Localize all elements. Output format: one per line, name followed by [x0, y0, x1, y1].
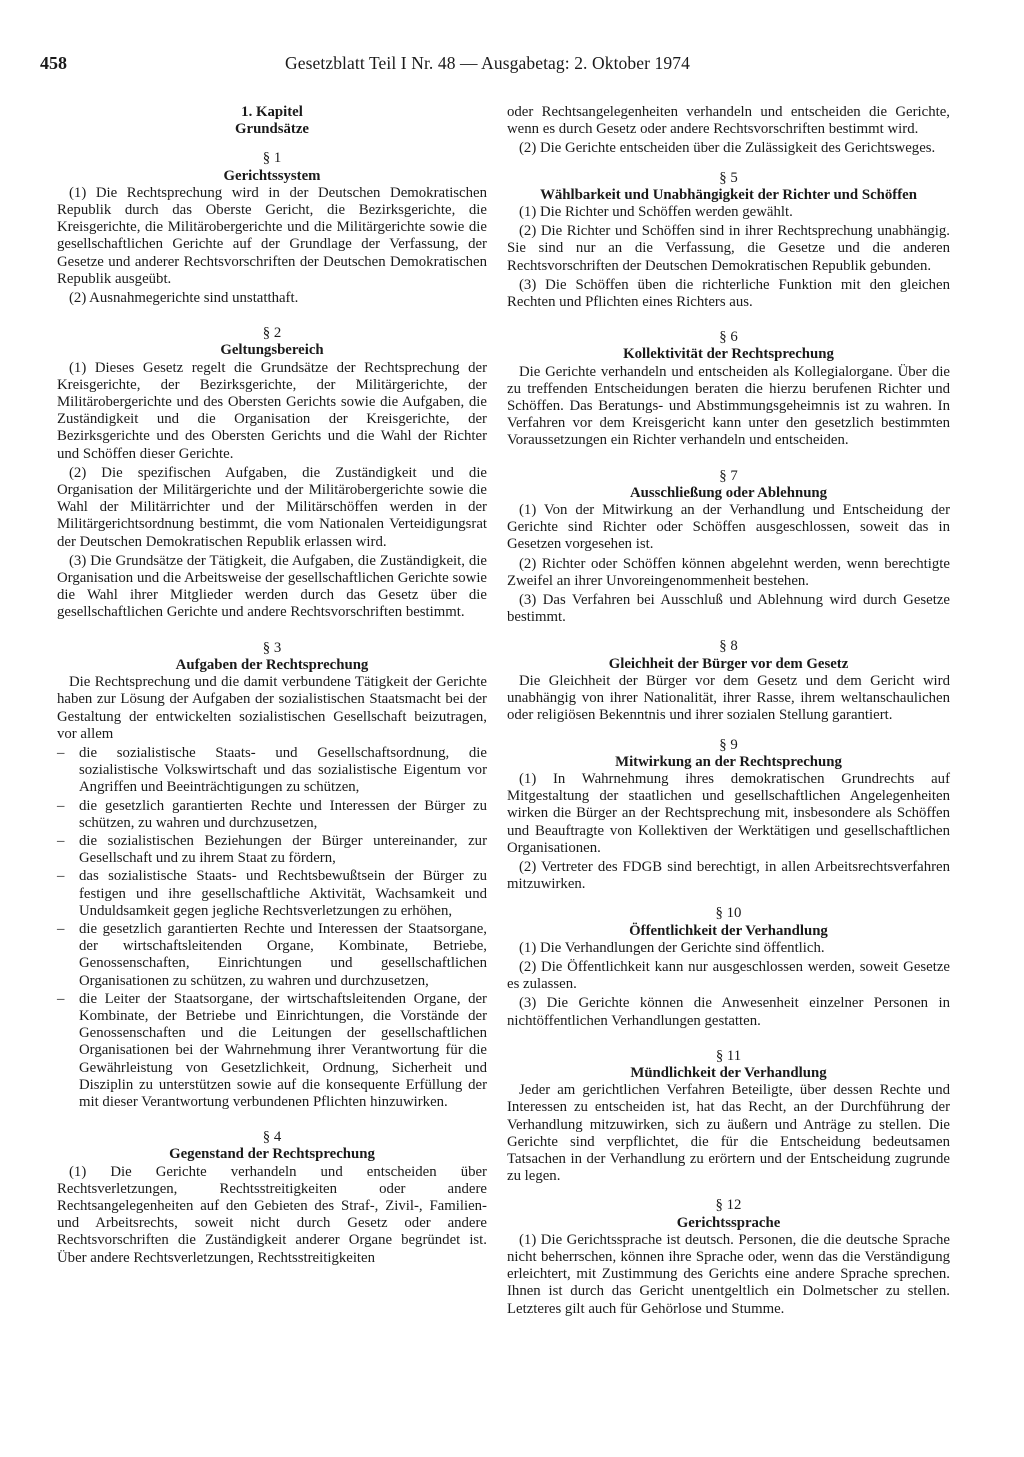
section-10-paragraph-3: (3) Die Gerichte können die Anwesenheit einzelner Personen in nichtöffentlichen Verhandlungen gestatten.: [507, 995, 950, 1029]
section-4-paragraph-1-continued: oder Rechtsangelegenheiten verhandeln und entscheiden die Gerichte, wenn es durch Gesetz oder andere Rechtsvorschriften bestimmt wird.: [507, 104, 950, 138]
section-11-number: § 11: [715, 1047, 742, 1064]
section-4-paragraph-1: (1) Die Gerichte verhandeln und entscheiden über Rechtsverletzungen, Rechtsstreitigkeiten oder andere Rechtsangelegenheiten auf den Gebieten des Straf-, Zivil-, Familien- und Arbeitsrechts, soweit nicht durch Gesetz oder andere Rechtsvorschriften die Zuständigkeit anderer Organe begründet ist. Über andere Rechtsverletzungen, Rechtsstreitigkeiten: [57, 1163, 487, 1266]
section-5-paragraph-1: (1) Die Richter und Schöffen werden gewählt.: [519, 204, 793, 221]
section-2-paragraph-1: (1) Dieses Gesetz regelt die Grundsätze der Rechtsprechung der Kreisgerichte, der Bezirksgerichte, der Militärgerichte, der Militärobergerichte und des Obersten Gerichts sowie die Aufgaben, die Zuständigkeit und die Organisation der Kreisgerichte, der Bezirksgerichte und des Obersten Gerichts und die Wahl der Richter und Schöffen dieser Gerichte.: [57, 359, 487, 462]
list-item: – die gesetzlich garantierten Rechte und Interessen der Staatsorgane, der wirtschaftsleitenden Organe, Kombinate, Betriebe, Genossenschaften, Einrichtungen und gesellschaftlichen Organisationen zu schützen, zu wahren und durchzusetzen,: [57, 921, 487, 990]
section-8-title: Gleichheit der Bürger vor dem Gesetz: [608, 655, 849, 672]
section-5-number: § 5: [719, 169, 738, 186]
section-5-paragraph-3: (3) Die Schöffen üben die richterliche Funktion mit den gleichen Rechten und Pflichten eines Richters aus.: [507, 276, 950, 311]
right-column: [507, 104, 950, 1320]
list-item: – das sozialistische Staats- und Rechtsbewußtsein der Bürger zu festigen und ihre gesellschaftliche Aktivität, Wachsamkeit und Unduldsamkeit gegen jegliche Rechtsverletzungen zu erhöhen,: [57, 868, 487, 920]
section-3-intro: Die Rechtsprechung und die damit verbundene Tätigkeit der Gerichte haben zur Lösung der Aufgaben der sozialistischen Staatsmacht bei der Gestaltung der entwickelten sozialistischen Gesellschaft beizutragen, vor allem: [57, 674, 487, 742]
list-item: – die Leiter der Staatsorgane, der wirtschaftsleitenden Organe, der Kombinate, der Betriebe und Einrichtungen, die Vorstände der Genossenschaften und die Leitungen der gesellschaftlichen Organisationen bei der Wahrnehmung ihrer Verantwortung für die Gewährleistung von Gesetzlichkeit, Ordnung, Sicherheit und Disziplin zu unterstützen sowie auf die konsequente Erfüllung der mit dieser Verantwortung verbundenen Pflichten hinzuwirken.: [57, 991, 487, 1111]
section-6-number: § 6: [719, 329, 738, 346]
section-1-number: § 1: [262, 150, 282, 167]
section-9-paragraph-1: (1) In Wahrnehmung ihres demokratischen Grundrechts auf Mitgestaltung der staatlichen und gesellschaftlichen Angelegenheiten wirken die Bürger an der Rechtsprechung mit, insbesondere als Schöffen und Beauftragte von Kollektiven der Werktätigen und gesellschaftlichen Organisationen.: [507, 770, 950, 856]
section-8-paragraph-1: Die Gleichheit der Bürger vor dem Gesetz und dem Gericht wird unabhängig von ihrer Nationalität, ihrer Rasse, ihrem weltanschaulichen oder religiösen Bekenntnis und ihrer sozialen Stellung garantiert.: [507, 672, 950, 724]
section-7-paragraph-2: (2) Richter oder Schöffen können abgelehnt werden, wenn berechtigte Zweifel an ihrer Unvoreingenommenheit bestehen.: [507, 555, 950, 589]
section-6-title: Kollektivität der Rechtsprechung: [623, 346, 834, 363]
page-number: 458: [40, 53, 67, 73]
section-12-paragraph-1: (1) Die Gerichtssprache ist deutsch. Personen, die die deutsche Sprache nicht beherrschen, können ihre Sprache oder, wenn das die Verständigung erleichtert, mit Zustimmung des Gerichts eine andere Sprache sprechen. Ihnen ist durch das Gericht unentgeltlich ein Dolmetscher zu stellen. Letzteres gilt auch für Gehörlose und Stumme.: [507, 1231, 950, 1317]
section-3-list: [57, 745, 487, 1111]
section-2-title: Geltungsbereich: [220, 342, 324, 359]
section-2-paragraph-2: (2) Die spezifischen Aufgaben, die Zuständigkeit und die Organisation der Militärgerichte und der Militärobergerichte sowie die Wahl der Militärrichter und der Militärschöffen werden in der Militärgerichtsordnung bestimmt, die vom Nationalen Verteidigungsrat der Deutschen Demokratischen Republik erlassen wird.: [57, 464, 487, 550]
section-1-title: Gerichtssystem: [223, 167, 321, 184]
section-10-number: § 10: [715, 905, 742, 922]
list-item: – die sozialistische Staats- und Gesellschaftsordnung, die sozialistische Volkswirtschaft und das sozialistische Eigentum vor Angriffen und Beeinträchtigungen zu schützen,: [57, 745, 487, 797]
running-title: Gesetzblatt Teil I Nr. 48 — Ausgabetag: 2. Oktober 1974: [285, 53, 690, 73]
section-4-title: Gegenstand der Rechtsprechung: [169, 1146, 375, 1163]
section-2-paragraph-3: (3) Die Grundsätze der Tätigkeit, die Aufgaben, die Zuständigkeit, die Organisation und die Arbeitsweise der gesellschaftlichen Gerichte sowie die Wahl ihrer Mitglieder werden durch das Gesetz über die gesellschaftlichen Gerichte und andere Rechtsvorschriften bestimmt.: [57, 552, 487, 621]
page-header: [40, 52, 980, 80]
section-4-paragraph-2: (2) Die Gerichte entscheiden über die Zulässigkeit des Gerichtsweges.: [519, 140, 936, 157]
section-8-number: § 8: [719, 638, 738, 655]
section-5-title: Wählbarkeit und Unabhängigkeit der Richter und Schöffen: [540, 186, 917, 203]
section-12-number: § 12: [715, 1197, 742, 1214]
section-4-number: § 4: [262, 1129, 282, 1146]
chapter-number: 1. Kapitel: [241, 104, 303, 120]
section-3-number: § 3: [262, 639, 282, 656]
section-12-title: Gerichtssprache: [676, 1214, 781, 1231]
section-7-title: Ausschließung oder Ablehnung: [629, 484, 828, 501]
section-7-paragraph-1: (1) Von der Mitwirkung an der Verhandlung und Entscheidung der Gerichte sind Richter oder Schöffen ausgeschlossen, soweit das in Gesetzen vorgesehen ist.: [507, 502, 950, 553]
section-10-title: Öffentlichkeit der Verhandlung: [629, 922, 828, 939]
section-10-paragraph-2: (2) Die Öffentlichkeit kann nur ausgeschlossen werden, soweit Gesetze es zulassen.: [507, 958, 950, 993]
section-11-title: Mündlichkeit der Verhandlung: [630, 1064, 827, 1081]
section-9-paragraph-2: (2) Vertreter des FDGB sind berechtigt, in allen Arbeitsrechtsverfahren mitzuwirken.: [507, 858, 950, 893]
chapter-title: Grundsätze: [235, 121, 309, 138]
section-9-title: Mitwirkung an der Rechtsprechung: [615, 753, 842, 770]
list-item: – die sozialistischen Beziehungen der Bürger untereinander, zur Gesellschaft und zu ihrem Staat zu fördern,: [57, 833, 487, 867]
list-item: – die gesetzlich garantierten Rechte und Interessen der Bürger zu schützen, zu wahren und durchzusetzen,: [57, 798, 487, 832]
section-6-paragraph-1: Die Gerichte verhandeln und entscheiden als Kollegialorgane. Über die zu treffenden Entscheidungen beraten die hierzu berufenen Richter und Schöffen. Das Beratungs- und Abstimmungsgeheimnis ist zu wahren. In Verfahren vor dem Kreisgericht kann unter den gesetzlich bestimmten Voraussetzungen ein Richter verhandeln und entscheiden.: [507, 363, 950, 449]
section-3-title: Aufgaben der Rechtsprechung: [175, 656, 369, 673]
section-1-paragraph-1: (1) Die Rechtsprechung wird in der Deutschen Demokratischen Republik durch das Oberste Gericht, die Bezirksgerichte, die Kreisgerichte, die Militärobergerichte und die Militärgerichte sowie die gesellschaftlichen Gerichte auf der Grundlage der Verfassung, der Gesetze und anderer Rechtsvorschriften der Deutschen Demokratischen Republik ausgeübt.: [57, 184, 487, 287]
section-9-number: § 9: [719, 736, 738, 753]
section-5-paragraph-2: (2) Die Richter und Schöffen sind in ihrer Rechtsprechung unabhängig. Sie sind nur an die Verfassung, die Gesetze und die anderen Rechtsvorschriften der Deutschen Demokratischen Republik gebunden.: [507, 223, 950, 274]
section-2-number: § 2: [262, 325, 282, 342]
section-10-paragraph-1: (1) Die Verhandlungen der Gerichte sind öffentlich.: [519, 939, 825, 956]
section-1-paragraph-2: (2) Ausnahmegerichte sind unstatthaft.: [69, 290, 299, 307]
section-7-number: § 7: [719, 467, 738, 484]
section-11-paragraph-1: Jeder am gerichtlichen Verfahren Beteiligte, über dessen Rechte und Interessen zu entscheiden ist, hat das Recht, an der Durchführung der Verhandlung mitzuwirken, sich zu äußern und Anträge zu stellen. Die Gerichte sind verpflichtet, die für die Entscheidung bedeutsamen Tatsachen in der Verhandlung zu erörtern und der Entscheidung zugrunde zu legen.: [507, 1082, 950, 1185]
section-7-paragraph-3: (3) Das Verfahren bei Ausschluß und Ablehnung wird durch Gesetze bestimmt.: [507, 592, 950, 626]
left-column: [57, 104, 487, 1269]
